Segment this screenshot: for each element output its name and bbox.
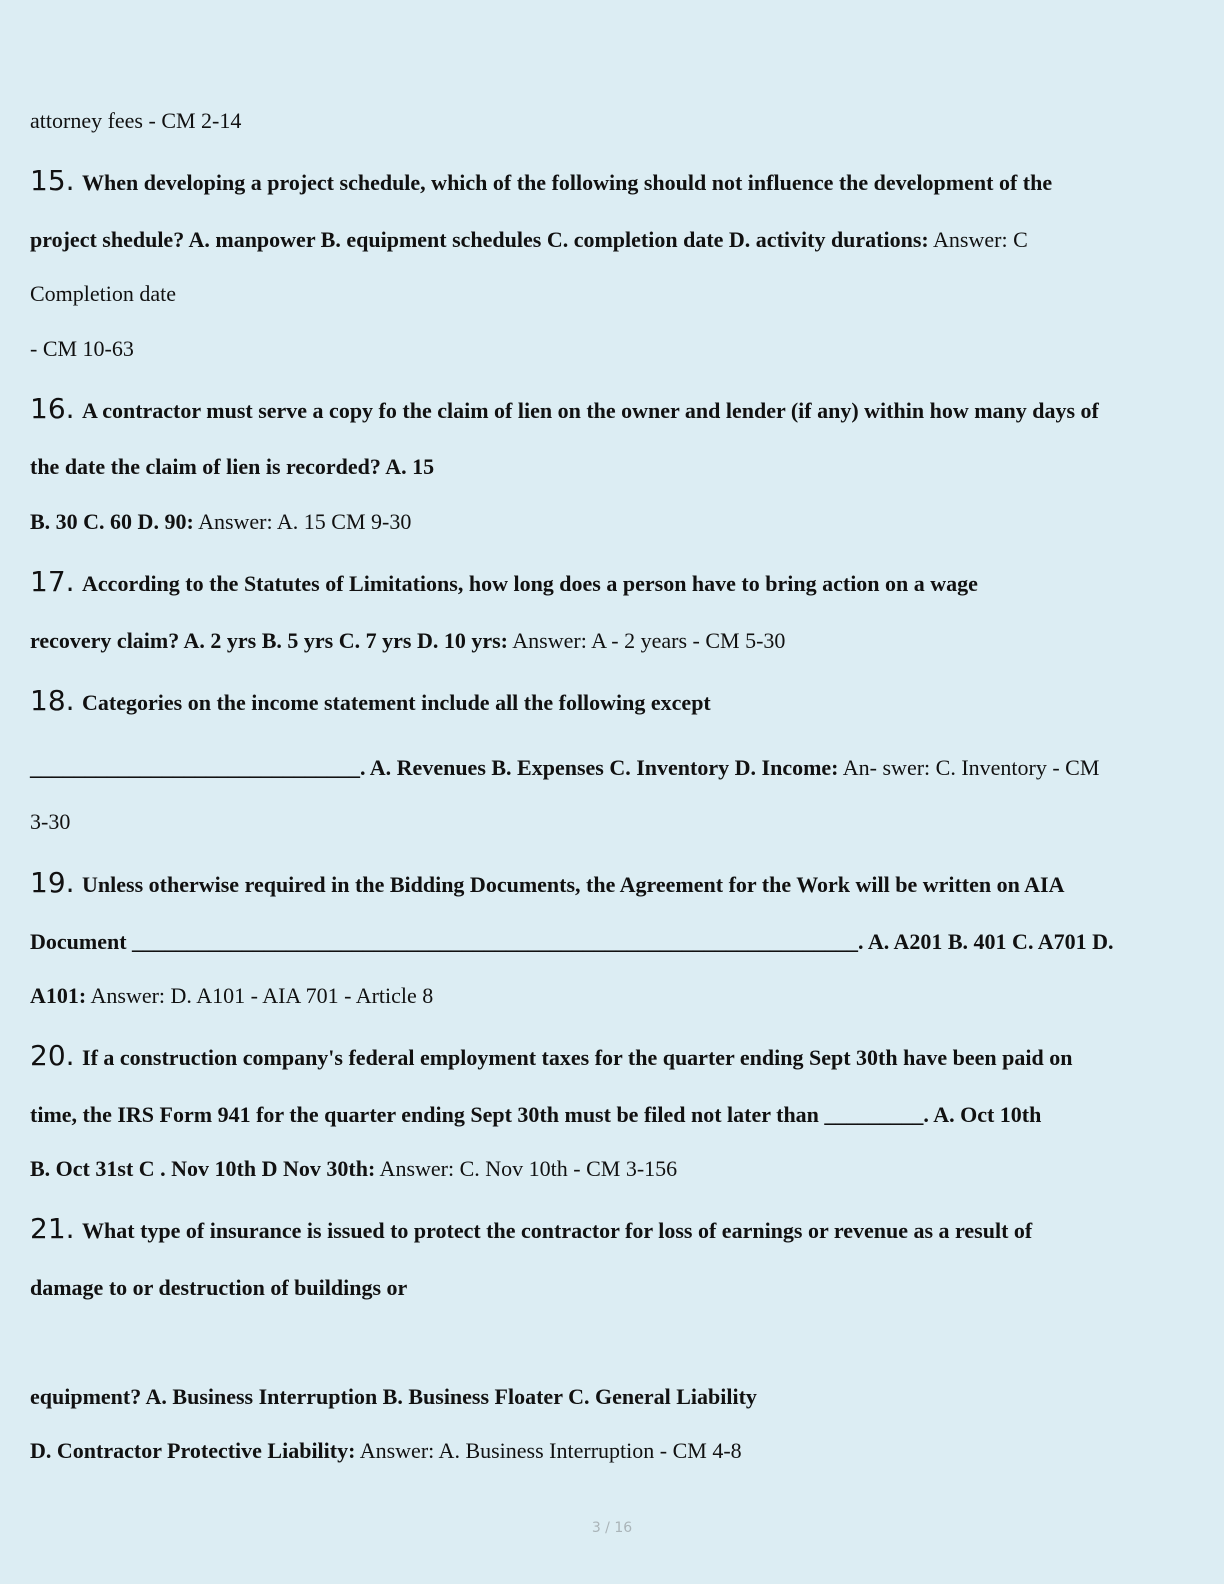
text-line bbox=[30, 106, 1195, 136]
answer-text: Answer: A. 15 CM 9-30 bbox=[193, 509, 412, 534]
question-number: 18. bbox=[30, 684, 75, 717]
text-line bbox=[30, 1154, 1195, 1184]
question-number: 20. bbox=[30, 1039, 75, 1072]
text-line bbox=[30, 394, 1195, 426]
question-text: If a construction company's federal employment taxes for the quarter ending Sept 30th have been paid on bbox=[82, 1045, 1073, 1070]
question-text: damage to or destruction of buildings or bbox=[30, 1275, 408, 1300]
text-line bbox=[30, 452, 1195, 482]
text-line bbox=[30, 807, 1195, 837]
answer-text: Answer: D. A101 - AIA 701 - Article 8 bbox=[86, 983, 434, 1008]
question-text: According to the Statutes of Limitations, how long does a person have to bring action on a wage bbox=[82, 571, 978, 596]
text-line bbox=[30, 1436, 1195, 1466]
answer-text: Completion date bbox=[30, 281, 177, 306]
text-line bbox=[30, 279, 1195, 309]
answer-text: An- swer: C. Inventory - CM bbox=[838, 755, 1100, 780]
text-line bbox=[30, 1100, 1195, 1130]
answer-text: Answer: C. Nov 10th - CM 3-156 bbox=[375, 1156, 678, 1181]
page-number: 3 / 16 bbox=[591, 1520, 633, 1536]
answer-text: 3-30 bbox=[30, 809, 71, 834]
question-text: When developing a project schedule, which of the following should not influence the development of the bbox=[82, 170, 1053, 195]
text-line bbox=[30, 334, 1195, 364]
question-number: 15. bbox=[30, 164, 75, 197]
text-line bbox=[30, 1214, 1195, 1246]
question-number: 16. bbox=[30, 392, 75, 425]
text-line bbox=[30, 753, 1195, 783]
question-text: A contractor must serve a copy fo the claim of lien on the owner and lender (if any) within how many days of bbox=[82, 398, 1099, 423]
answer-text: Answer: A - 2 years - CM 5-30 bbox=[508, 628, 786, 653]
text-line bbox=[30, 507, 1195, 537]
text-line bbox=[30, 1382, 1195, 1412]
text-line bbox=[30, 686, 1195, 718]
question-number: 19. bbox=[30, 866, 75, 899]
text-line bbox=[30, 225, 1195, 255]
question-text: ______________________________. A. Revenues B. Expenses C. Inventory D. Income: bbox=[30, 755, 839, 780]
text-line bbox=[30, 567, 1195, 599]
answer-text: Answer: A. Business Interruption - CM 4-8 bbox=[355, 1438, 742, 1463]
question-text: Document __________________________________________________________________. A. A201 B. 401 C. A701 D. bbox=[30, 929, 1114, 954]
question-text: Categories on the income statement include all the following except bbox=[82, 690, 711, 715]
question-text: time, the IRS Form 941 for the quarter ending Sept 30th must be filed not later than _________. A. Oct 10th bbox=[30, 1102, 1042, 1127]
text-line bbox=[30, 927, 1195, 957]
question-text: B. Oct 31st C . Nov 10th D Nov 30th: bbox=[30, 1156, 376, 1181]
question-text: A101: bbox=[30, 983, 87, 1008]
question-text: What type of insurance is issued to protect the contractor for loss of earnings or revenue as a result of bbox=[82, 1218, 1033, 1243]
answer-text: - CM 10-63 bbox=[30, 336, 134, 361]
question-number: 21. bbox=[30, 1212, 75, 1245]
question-text: Unless otherwise required in the Bidding Documents, the Agreement for the Work will be written on AIA bbox=[82, 872, 1065, 897]
text-line bbox=[30, 868, 1195, 900]
text-line bbox=[30, 1273, 1195, 1303]
text-line bbox=[30, 981, 1195, 1011]
answer-text: Answer: C bbox=[928, 227, 1028, 252]
answer-text: attorney fees - CM 2-14 bbox=[30, 108, 242, 133]
text-line bbox=[30, 1041, 1195, 1073]
question-text: project shedule? A. manpower B. equipment schedules C. completion date D. activity durations: bbox=[30, 227, 929, 252]
question-text: the date the claim of lien is recorded? A. 15 bbox=[30, 454, 435, 479]
question-text: B. 30 C. 60 D. 90: bbox=[30, 509, 194, 534]
text-line bbox=[30, 166, 1195, 198]
question-number: 17. bbox=[30, 565, 75, 598]
question-text: D. Contractor Protective Liability: bbox=[30, 1438, 356, 1463]
question-text: recovery claim? A. 2 yrs B. 5 yrs C. 7 yrs D. 10 yrs: bbox=[30, 628, 508, 653]
text-line bbox=[30, 626, 1195, 656]
question-text: equipment? A. Business Interruption B. Business Floater C. General Liability bbox=[30, 1384, 757, 1409]
